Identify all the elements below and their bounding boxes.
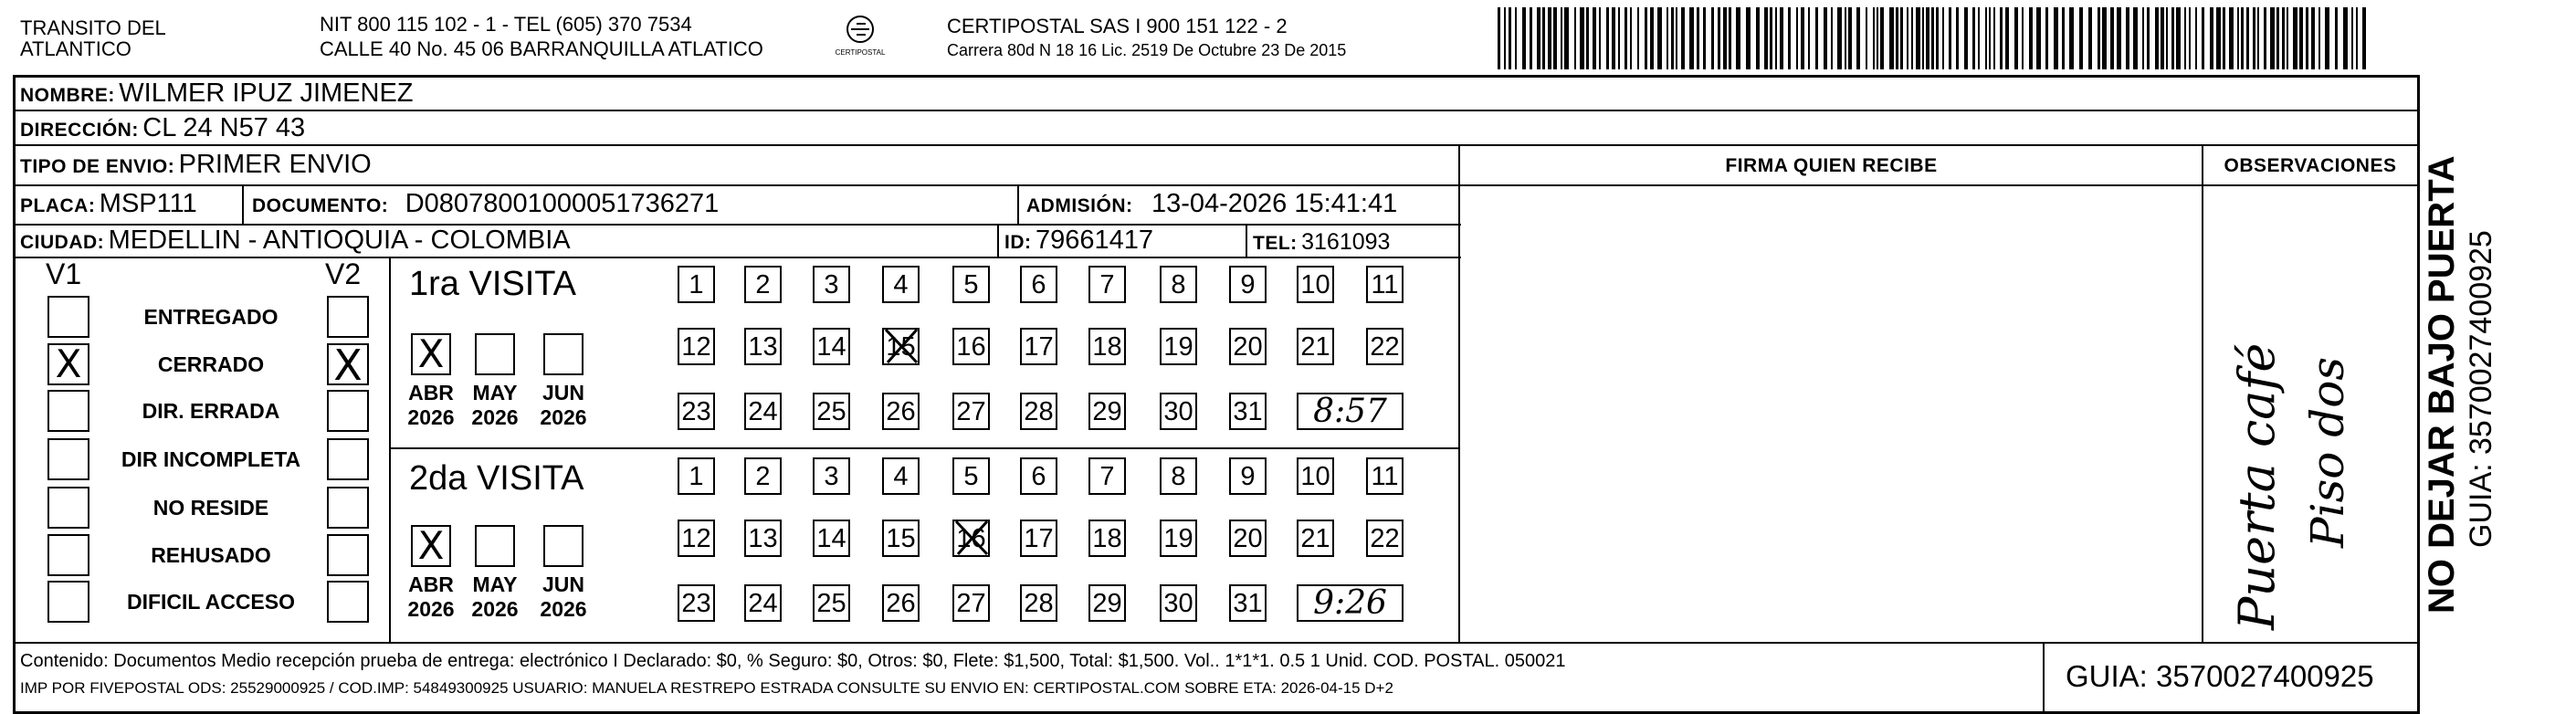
month-name: MAY [472, 572, 518, 596]
barcode-bar [1931, 7, 1934, 69]
day-cross-mark [880, 324, 922, 368]
barcode-bar [2325, 7, 2329, 69]
address-line: CALLE 40 No. 45 06 BARRANQUILLA ATLATICO [320, 37, 763, 60]
barcode-bar [1618, 7, 1620, 69]
address-value: CL 24 N57 43 [142, 113, 306, 142]
day-box[interactable]: 13 [744, 520, 782, 557]
barcode-bar [2306, 7, 2308, 69]
admission-field [1026, 189, 1397, 223]
signature-header: FIRMA QUIEN RECIBE [1725, 155, 1938, 176]
day-box[interactable]: 20 [1229, 328, 1267, 365]
send-type-field [20, 150, 372, 184]
day-box[interactable]: 1 [678, 266, 715, 303]
barcode-bar [1877, 7, 1878, 69]
day-box[interactable]: 8 [1160, 457, 1197, 495]
barcode-bar [1964, 7, 1968, 69]
day-cross-mark [951, 516, 993, 560]
barcode-bar [2142, 7, 2144, 69]
barcode-bar [1815, 7, 1818, 69]
barcode-bar [2311, 7, 2315, 69]
v1-checkbox[interactable] [47, 487, 89, 529]
month-checkbox[interactable] [475, 333, 515, 375]
barcode-bar [2257, 7, 2259, 69]
day-box[interactable]: 5 [952, 457, 990, 495]
barcode-bar [2276, 7, 2279, 69]
v1-checkbox[interactable] [47, 534, 89, 576]
v1-check-mark: X [55, 341, 82, 386]
month-name: ABR [408, 572, 454, 596]
month-checkbox[interactable] [475, 525, 515, 567]
barcode-bar [1530, 7, 1532, 69]
barcode-bar [1936, 7, 1939, 69]
month-year: 2026 [540, 405, 587, 429]
day-box[interactable]: 6 [1020, 457, 1057, 495]
barcode-bar [1624, 7, 1627, 69]
day-box[interactable]: 18 [1088, 328, 1126, 365]
day-box[interactable]: 21 [1297, 328, 1334, 365]
day-box[interactable]: 9 [1229, 457, 1267, 495]
barcode-bar [1856, 7, 1860, 69]
barcode-bar [1599, 7, 1601, 69]
day-box[interactable]: 5 [952, 266, 990, 303]
barcode-bar [1780, 7, 1783, 69]
day-box[interactable]: 23 [678, 393, 715, 430]
barcode-bar [1553, 7, 1557, 69]
day-box[interactable]: 4 [882, 266, 920, 303]
v1-checkbox[interactable] [47, 343, 89, 385]
barcode-bar [1926, 7, 1929, 69]
tel-value: 3161093 [1301, 229, 1391, 255]
id-label: ID: [1004, 232, 1032, 253]
barcode-bar [1756, 7, 1760, 69]
barcode-bar [2000, 7, 2003, 69]
day-box[interactable]: 16 [952, 328, 990, 365]
day-box[interactable]: 27 [952, 393, 990, 430]
city-label: CIUDAD: [20, 232, 105, 253]
barcode-bar [1729, 7, 1731, 69]
barcode-bar [1542, 7, 1545, 69]
barcode-bar [2029, 7, 2033, 69]
contents-line: Contenido: Documentos Medio recepción prueba de entrega: electrónico I Declarado: $0, % Seguro: $0, Otros: $0, Flete: $1,500, Total: $1,500. Vol.. 1*1*1. 0.5 1 Unid. COD. POSTAL. 050021 [20, 651, 1566, 671]
v2-label: V2 [325, 257, 362, 290]
barcode-bar [2088, 7, 2092, 69]
plate-field [20, 189, 197, 223]
barcode-bar [1770, 7, 1772, 69]
day-box[interactable]: 12 [678, 520, 715, 557]
barcode-bar [1775, 7, 1777, 69]
barcode-bar [1645, 7, 1647, 69]
barcode-bar [1509, 7, 1511, 69]
v2-checkbox[interactable] [327, 581, 369, 623]
observations-header: OBSERVACIONES [2224, 155, 2397, 176]
day-box[interactable]: 4 [882, 457, 920, 495]
day-box[interactable]: 31 [1229, 584, 1267, 622]
barcode-bar [1866, 7, 1867, 69]
barcode-bar [1808, 7, 1810, 69]
barcode-bar [2229, 7, 2234, 69]
barcode-bar [2362, 7, 2366, 69]
barcode-bar [2216, 7, 2221, 69]
document-label: DOCUMENTO: [252, 195, 389, 216]
v1-checkbox[interactable] [47, 581, 89, 623]
day-box[interactable]: 3 [813, 266, 850, 303]
tel-field [1253, 227, 1390, 260]
barcode-bar [1564, 7, 1569, 69]
day-box[interactable]: 21 [1297, 520, 1334, 557]
month-name: JUN [541, 381, 584, 404]
org-name-line1: TRANSITO DEL [20, 16, 166, 39]
barcode-bar [2036, 7, 2041, 69]
barcode-bar [2054, 7, 2058, 69]
barcode-bar [1845, 7, 1846, 69]
city-field [20, 226, 571, 259]
day-box[interactable]: 24 [744, 393, 782, 430]
day-box[interactable]: 30 [1160, 393, 1197, 430]
barcode-bar [1922, 7, 1924, 69]
barcode-bar [2210, 7, 2213, 69]
barcode-bar [1593, 7, 1596, 69]
month-year: 2026 [407, 597, 455, 621]
barcode-bar [1848, 7, 1852, 69]
barcode-bar [1993, 7, 1995, 69]
side-guia: GUIA: 3570027400925 [2464, 230, 2498, 548]
barcode-bar [1574, 7, 1576, 69]
day-box[interactable]: 3 [813, 457, 850, 495]
barcode-bar [1522, 7, 1526, 69]
barcode-bar [1671, 7, 1674, 69]
barcode-bar [1796, 7, 1798, 69]
barcode-bar [1681, 7, 1685, 69]
day-box[interactable]: 25 [813, 393, 850, 430]
barcode-bar [2155, 7, 2159, 69]
day-box[interactable]: 22 [1366, 520, 1404, 557]
first-visit-title: 1ra VISITA [409, 265, 577, 303]
barcode-bar [2195, 7, 2197, 69]
barcode-bar [1801, 7, 1804, 69]
status-label: DIR INCOMPLETA [121, 447, 301, 471]
barcode-bar [1764, 7, 1768, 69]
tel-label: TEL: [1253, 233, 1298, 254]
barcode-bar [2171, 7, 2174, 69]
day-box[interactable]: 8 [1160, 266, 1197, 303]
address-field [20, 113, 305, 147]
v2-checkbox[interactable] [327, 390, 369, 432]
barcode-bar [1689, 7, 1694, 69]
barcode-bar [2117, 7, 2121, 69]
barcode [1498, 7, 2374, 69]
footer-guia: GUIA: 3570027400925 [2066, 659, 2374, 693]
barcode-bar [2184, 7, 2186, 69]
send-type-value: PRIMER ENVIO [178, 150, 372, 179]
barcode-bar [1880, 7, 1884, 69]
barcode-bar [2253, 7, 2255, 69]
day-box[interactable]: 18 [1088, 520, 1126, 557]
barcode-bar [1561, 7, 1562, 69]
barcode-bar [2102, 7, 2107, 69]
day-box[interactable]: 9 [1229, 266, 1267, 303]
v1-checkbox[interactable] [47, 390, 89, 432]
month-checkbox[interactable] [543, 333, 584, 375]
month-check-mark: X [417, 331, 445, 376]
barcode-bar [1718, 7, 1720, 69]
name-label: NOMBRE: [20, 85, 115, 106]
barcode-bar [1824, 7, 1827, 69]
barcode-bar [2270, 7, 2275, 69]
barcode-bar [2069, 7, 2074, 69]
barcode-bar [2237, 7, 2239, 69]
barcode-bar [2126, 7, 2129, 69]
day-box[interactable]: 23 [678, 584, 715, 622]
visit-time: 9:26 [1313, 584, 1387, 622]
day-box[interactable]: 19 [1160, 328, 1197, 365]
barcode-bar [2045, 7, 2048, 69]
barcode-bar [1612, 7, 1615, 69]
day-box[interactable]: 13 [744, 328, 782, 365]
month-checkbox[interactable] [411, 333, 451, 375]
barcode-bar [2299, 7, 2303, 69]
day-box[interactable]: 28 [1020, 584, 1057, 622]
status-label: CERRADO [157, 352, 265, 376]
month-name: MAY [472, 381, 518, 404]
barcode-bar [1911, 7, 1913, 69]
v2-checkbox[interactable] [327, 341, 369, 390]
day-box[interactable]: 22 [1366, 328, 1404, 365]
day-box[interactable]: 10 [1297, 457, 1334, 495]
barcode-bar [1650, 7, 1654, 69]
barcode-bar [1498, 7, 1500, 69]
barcode-bar [1548, 7, 1551, 69]
courier-line2: Carrera 80d N 18 16 Lic. 2519 De Octubre 23 De 2015 [947, 41, 1347, 59]
barcode-bar [1989, 7, 1991, 69]
no-dejar-bajo-puerta: NO DEJAR BAJO PUERTA [2422, 155, 2462, 614]
barcode-bar [1889, 7, 1894, 69]
status-label: NO RESIDE [152, 496, 269, 520]
barcode-bar [2189, 7, 2191, 69]
status-label: ENTREGADO [143, 305, 279, 329]
month-checkbox[interactable] [411, 525, 451, 567]
org-name-line2: ATLANTICO [20, 37, 131, 60]
visit-time-box[interactable] [1297, 393, 1404, 430]
day-box[interactable]: 12 [678, 328, 715, 365]
day-box[interactable]: 20 [1229, 520, 1267, 557]
barcode-bar [2202, 7, 2204, 69]
day-box[interactable]: 1 [678, 457, 715, 495]
barcode-bar [1788, 7, 1791, 69]
send-type-label: TIPO DE ENVIO: [20, 156, 175, 177]
city-value: MEDELLIN - ANTIOQUIA - COLOMBIA [108, 226, 571, 255]
address-label: DIRECCIÓN: [20, 120, 139, 141]
day-box[interactable]: 31 [1229, 393, 1267, 430]
v2-checkbox[interactable] [327, 487, 369, 529]
month-check-mark: X [417, 523, 445, 568]
barcode-bar [2062, 7, 2065, 69]
admission-label: ADMISIÓN: [1026, 195, 1133, 216]
barcode-bar [2110, 7, 2114, 69]
day-box[interactable]: 14 [813, 520, 850, 557]
barcode-bar [1900, 7, 1903, 69]
month-year: 2026 [540, 597, 587, 621]
month-checkbox[interactable] [543, 525, 584, 567]
status-label: DIFICIL ACCESO [126, 590, 295, 614]
barcode-bar [2147, 7, 2150, 69]
barcode-bar [2133, 7, 2138, 69]
day-box[interactable]: 28 [1020, 393, 1057, 430]
day-box[interactable]: 29 [1088, 393, 1126, 430]
barcode-bar [2005, 7, 2009, 69]
month-year: 2026 [407, 405, 455, 429]
barcode-bar [1504, 7, 1506, 69]
name-value: WILMER IPUZ JIMENEZ [119, 79, 414, 108]
barcode-bar [2079, 7, 2083, 69]
barcode-bar [1916, 7, 1920, 69]
barcode-bar [1537, 7, 1540, 69]
barcode-bar [1985, 7, 1987, 69]
barcode-bar [1657, 7, 1662, 69]
day-box[interactable]: 15 [882, 520, 920, 557]
barcode-bar [1637, 7, 1639, 69]
barcode-bar [1972, 7, 1975, 69]
barcode-bar [2176, 7, 2181, 69]
barcode-bar [2293, 7, 2297, 69]
visit-time: 8:57 [1313, 393, 1387, 430]
day-box[interactable]: 26 [882, 393, 920, 430]
day-box[interactable]: 2 [744, 266, 782, 303]
barcode-bar [2351, 7, 2353, 69]
certipostal-logo [835, 13, 886, 58]
barcode-bar [1711, 7, 1714, 69]
barcode-bar [2343, 7, 2348, 69]
day-box[interactable]: 16 [952, 520, 990, 557]
day-box[interactable]: 10 [1297, 266, 1334, 303]
v1-label: V1 [46, 257, 82, 290]
id-value: 79661417 [1035, 226, 1153, 255]
day-box[interactable]: 17 [1020, 328, 1057, 365]
day-box[interactable]: 15 [882, 328, 920, 365]
barcode-bar [1606, 7, 1609, 69]
barcode-bar [1978, 7, 1980, 69]
day-box[interactable]: 24 [744, 584, 782, 622]
imp-line: IMP POR FIVEPOSTAL ODS: 25529000925 / COD.IMP: 54849300925 USUARIO: MANUELA RESTREPO ESTRADA CONSULTE SU ENVIO EN: CERTIPOSTAL.COM SOBRE ETA: 2026-04-15 D+2 [20, 679, 1393, 697]
second-visit-title: 2da VISITA [409, 459, 584, 498]
barcode-bar [1697, 7, 1699, 69]
month-name: JUN [541, 572, 584, 596]
barcode-bar [1703, 7, 1706, 69]
day-box[interactable]: 19 [1160, 520, 1197, 557]
barcode-bar [2246, 7, 2249, 69]
barcode-bar [1949, 7, 1951, 69]
barcode-bar [1667, 7, 1668, 69]
barcode-bar [1723, 7, 1727, 69]
barcode-bar [2241, 7, 2244, 69]
barcode-bar [2161, 7, 2164, 69]
plate-value: MSP111 [99, 189, 197, 218]
barcode-bar [1837, 7, 1842, 69]
day-box[interactable]: 6 [1020, 266, 1057, 303]
barcode-bar [2356, 7, 2358, 69]
barcode-bar [2335, 7, 2338, 69]
id-field [1004, 226, 1153, 259]
day-box[interactable]: 2 [744, 457, 782, 495]
month-name: ABR [408, 381, 454, 404]
barcode-bar [1907, 7, 1908, 69]
barcode-bar [1873, 7, 1875, 69]
status-label: DIR. ERRADA [142, 399, 280, 423]
document-value: D08078001000051736271 [405, 189, 720, 218]
month-year: 2026 [471, 405, 519, 429]
barcode-bar [2166, 7, 2168, 69]
observation-handwritten-1: Puerta café [2228, 342, 2286, 630]
plate-label: PLACA: [20, 195, 96, 216]
barcode-bar [1676, 7, 1677, 69]
day-box[interactable]: 30 [1160, 584, 1197, 622]
barcode-bar [1956, 7, 1959, 69]
document-field [252, 189, 719, 223]
barcode-bar [1515, 7, 1517, 69]
barcode-bar [2287, 7, 2288, 69]
v1-checkbox[interactable] [47, 296, 89, 338]
barcode-bar [1736, 7, 1740, 69]
barcode-bar [2223, 7, 2225, 69]
barcode-bar [1896, 7, 1898, 69]
month-year: 2026 [471, 597, 519, 621]
day-box[interactable]: 7 [1088, 266, 1126, 303]
courier-line1: CERTIPOSTAL SAS I 900 151 122 - 2 [947, 15, 1288, 37]
nit-line: NIT 800 115 102 - 1 - TEL (605) 370 7534 [320, 13, 692, 36]
v2-checkbox[interactable] [327, 438, 369, 480]
day-box[interactable]: 25 [813, 584, 850, 622]
barcode-bar [1746, 7, 1751, 69]
admission-value: 13-04-2026 15:41:41 [1151, 189, 1398, 218]
barcode-bar [1586, 7, 1589, 69]
v2-checkbox[interactable] [327, 534, 369, 576]
barcode-bar [2098, 7, 2100, 69]
day-box[interactable]: 29 [1088, 584, 1126, 622]
v2-check-mark: X [333, 341, 363, 390]
day-box[interactable]: 27 [952, 584, 990, 622]
barcode-bar [1831, 7, 1833, 69]
barcode-bar [2264, 7, 2266, 69]
day-box[interactable]: 7 [1088, 457, 1126, 495]
v2-checkbox[interactable] [327, 296, 369, 338]
logo-text: CERTIPOSTAL [835, 48, 886, 57]
day-box[interactable]: 26 [882, 584, 920, 622]
barcode-bar [2022, 7, 2024, 69]
barcode-bar [2282, 7, 2285, 69]
day-box[interactable]: 11 [1366, 457, 1404, 495]
visit-time-box[interactable] [1297, 584, 1404, 622]
barcode-bar [1580, 7, 1584, 69]
observation-handwritten-2: Piso dos [2301, 356, 2354, 548]
day-box[interactable]: 17 [1020, 520, 1057, 557]
day-box[interactable]: 14 [813, 328, 850, 365]
status-label: REHUSADO [151, 543, 271, 567]
barcode-bar [1630, 7, 1632, 69]
barcode-bar [1942, 7, 1944, 69]
barcode-bar [2014, 7, 2018, 69]
name-field [20, 79, 414, 112]
v1-checkbox[interactable] [47, 438, 89, 480]
barcode-bar [2318, 7, 2320, 69]
day-box[interactable]: 11 [1366, 266, 1404, 303]
